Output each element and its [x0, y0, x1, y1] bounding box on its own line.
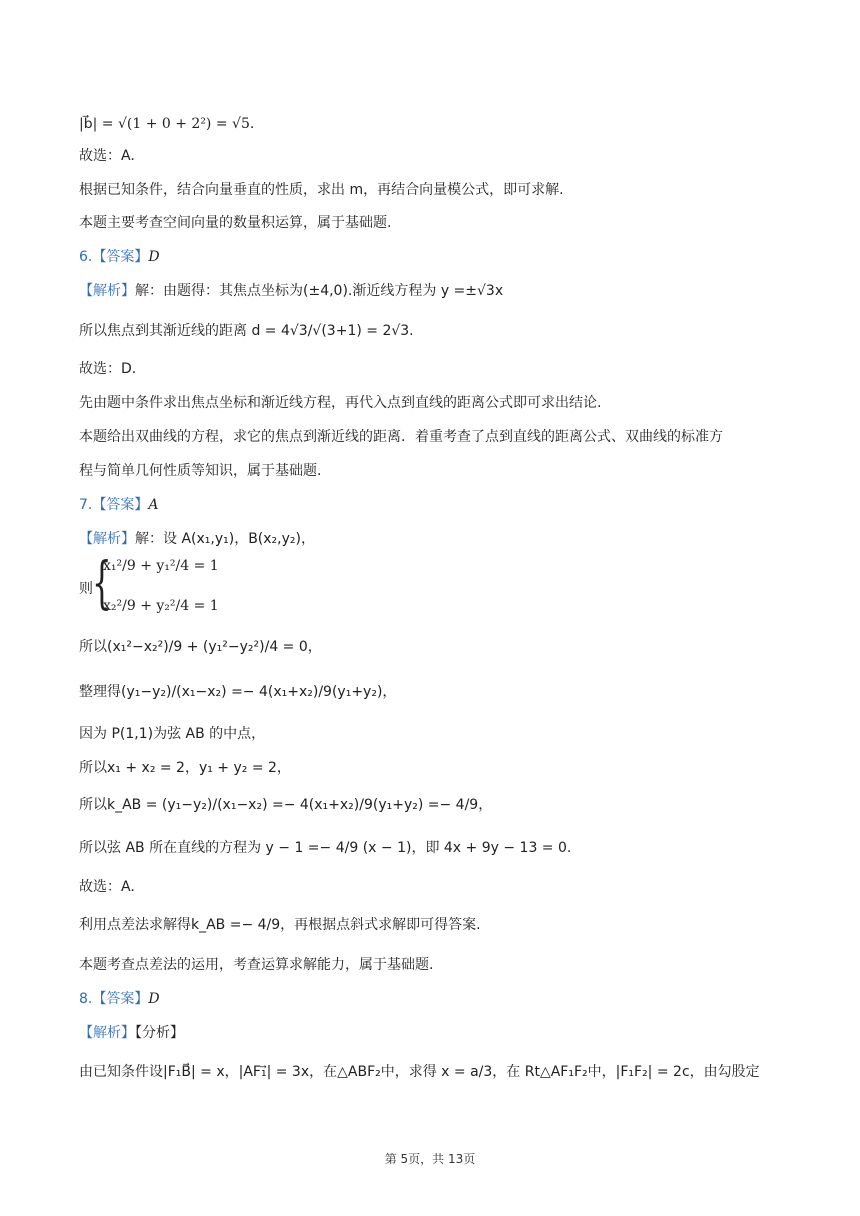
q7-method-line [79, 915, 481, 935]
method-text: 根据已知条件，结合向量垂直的性质，求出 m，再结合向量模公式，即可求解. [79, 182, 564, 198]
q7-analysis-tag: 【解析】 [79, 531, 135, 547]
q7-number: 7. [79, 497, 93, 513]
left-brace-icon: { [92, 551, 112, 616]
q7-sums-text: 所以x₁ + x₂ = 2，y₁ + y₂ = 2， [79, 760, 291, 776]
q6-analysis-text: 解：由题得：其焦点坐标为(±4,0).渐近线方程为 y =±√3x [135, 283, 504, 299]
q7-choice-line [79, 877, 135, 897]
q8-answer-value: D [148, 991, 160, 1007]
choice-line [79, 146, 135, 166]
q8-answer-line [79, 989, 160, 1009]
q6-method-line [79, 393, 601, 413]
q6-choice-text: 故选：D. [79, 361, 137, 377]
q6-analysis-line [79, 281, 503, 301]
q7-method-text: 利用点差法求解得k_AB =− 4/9，再根据点斜式求解即可得答案. [79, 917, 481, 933]
q7-equation-2: x₂²/9 + y₂²/4 = 1 [103, 598, 219, 614]
q7-analysis-line [79, 529, 315, 549]
q8-number: 8. [79, 991, 93, 1007]
q7-summary-line [79, 955, 433, 975]
q6-analysis-tag: 【解析】 [79, 283, 135, 299]
q7-summary-text: 本题考查点差法的运用，考查运算求解能力，属于基础题. [79, 957, 434, 973]
q7-slope-text: 所以k_AB = (y₁−y₂)/(x₁−x₂) =− 4(x₁+x₂)/9(y₁+y₂) =− 4/9， [79, 797, 493, 813]
q7-equation-1: x₁²/9 + y₁²/4 = 1 [103, 558, 219, 574]
q6-method-text: 先由题中条件求出焦点坐标和渐近线方程，再代入点到直线的距离公式即可求出结论. [79, 395, 602, 411]
q6-answer-line [79, 247, 160, 267]
q8-text-line [79, 1062, 760, 1082]
q7-sums-line [79, 758, 291, 778]
q7-arrange-line [79, 682, 396, 702]
q7-line-equation [79, 838, 571, 858]
q6-summary-line-1 [79, 427, 723, 447]
q6-distance-line [79, 321, 414, 341]
q7-midpoint-text: 因为 P(1,1)为弦 AB 的中点， [79, 726, 266, 742]
q8-text: 由已知条件设|F₁B⃗| = x，|AF₁⃗| = 3x，在△ABF₂中，求得 x = a/3，在 Rt△AF₁F₂中，|F₁F₂| = 2c，由勾股定 [79, 1064, 760, 1080]
q7-line-equation-text: 所以弦 AB 所在直线的方程为 y − 1 =− 4/9 (x − 1)，即 4x + 9y − 13 = 0. [79, 840, 572, 856]
q6-answer-value: D [148, 249, 160, 265]
q6-choice-line [79, 359, 136, 379]
q8-analysis-line [79, 1023, 184, 1043]
q6-distance-text: 所以焦点到其渐近线的距离 d = 4√3/√(3+1) = 2√3. [79, 323, 414, 339]
q8-analysis-tag: 【解析】 [79, 1025, 135, 1041]
q7-choice-text: 故选：A. [79, 879, 135, 895]
method-line [79, 180, 564, 200]
q7-then-label: 则 [79, 581, 93, 597]
q6-summary-text-2: 程与简单几何性质等知识，属于基础题. [79, 463, 322, 479]
q7-arrange-text: 整理得(y₁−y₂)/(x₁−x₂) =− 4(x₁+x₂)/9(y₁+y₂)， [79, 684, 397, 700]
q7-answer-line [79, 495, 158, 515]
page-number-label: 第 5页，共 13页 [384, 1152, 476, 1166]
q6-number: 6. [79, 249, 93, 265]
q8-answer-tag: 【答案】 [92, 991, 149, 1007]
q8-sub-tag: 【分析】 [135, 1025, 184, 1041]
q7-slope-line [79, 795, 492, 815]
q6-answer-tag: 【答案】 [92, 249, 149, 265]
result-text: |b⃗| = √(1 + 0 + 2²) = √5. [79, 116, 255, 132]
q6-summary-text-1: 本题给出双曲线的方程，求它的焦点到渐近线的距离．着重考查了点到直线的距离公式、双曲线的标准方 [79, 429, 723, 445]
summary-line [79, 213, 391, 233]
q6-summary-line-2 [79, 461, 321, 481]
q7-answer-tag: 【答案】 [92, 497, 149, 513]
summary-text: 本题主要考查空间向量的数量积运算，属于基础题. [79, 215, 392, 231]
q7-subtract-line [79, 637, 322, 657]
page-footer [0, 1150, 860, 1167]
q7-analysis-text: 解：设 A(x₁,y₁)，B(x₂,y₂)， [135, 531, 315, 547]
vector-modulus-result [79, 114, 254, 134]
q7-subtract-text: 所以(x₁²−x₂²)/9 + (y₁²−y₂²)/4 = 0， [79, 639, 322, 655]
choice-text: 故选：A. [79, 148, 135, 164]
q7-answer-value: A [148, 497, 159, 513]
q7-midpoint-line [79, 724, 265, 744]
